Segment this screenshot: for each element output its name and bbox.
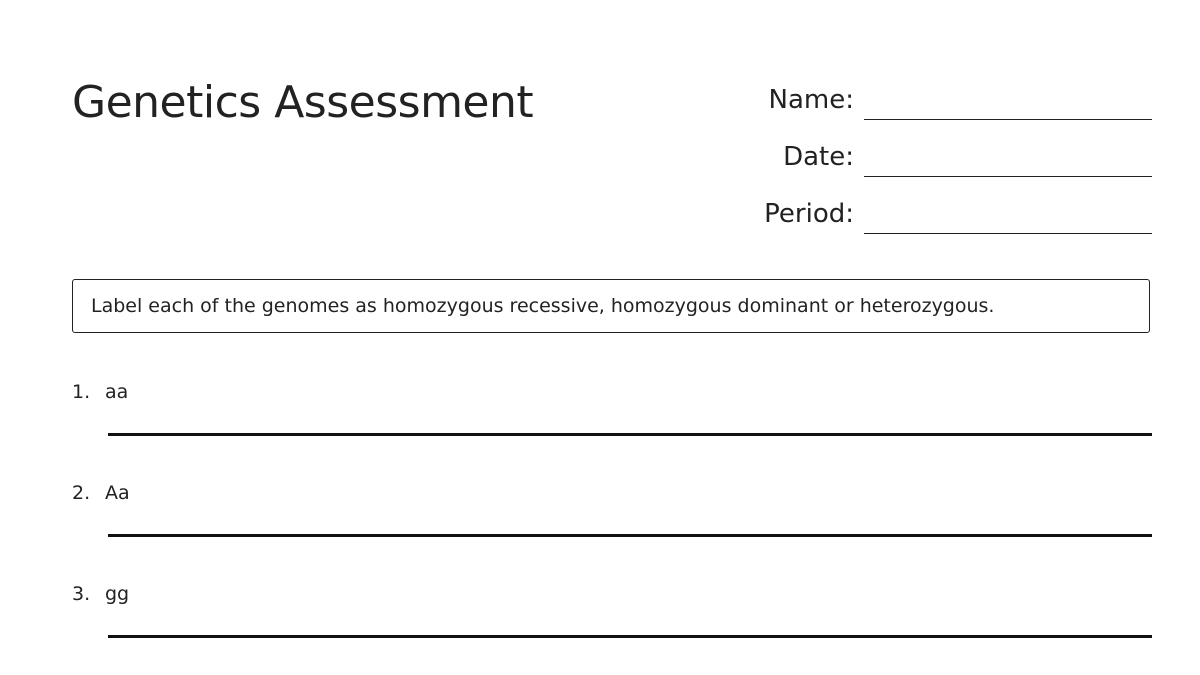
answer-line[interactable] [108,635,1152,638]
question-item [72,481,1152,541]
instructions-text: Label each of the genomes as homozygous recessive, homozygous dominant or heterozygous. [91,295,995,317]
name-answer-line[interactable] [864,119,1152,120]
date-answer-line[interactable] [864,176,1152,177]
answer-line[interactable] [108,433,1152,436]
name-field[interactable] [640,80,1152,120]
date-label: Date: [783,142,854,172]
question-number: 3. [72,583,91,605]
question-item [72,582,1152,642]
question-genome: gg [105,583,130,605]
question-number: 1. [72,381,91,403]
page-title: Genetics Assessment [72,77,534,128]
period-field[interactable] [640,194,1152,234]
instructions-box [72,279,1150,333]
date-field[interactable] [640,137,1152,177]
question-number: 2. [72,482,91,504]
answer-line[interactable] [108,534,1152,537]
name-label: Name: [768,85,854,115]
question-item [72,380,1152,440]
question-genome: Aa [105,482,130,504]
period-answer-line[interactable] [864,233,1152,234]
question-genome: aa [105,381,129,403]
period-label: Period: [764,199,854,229]
